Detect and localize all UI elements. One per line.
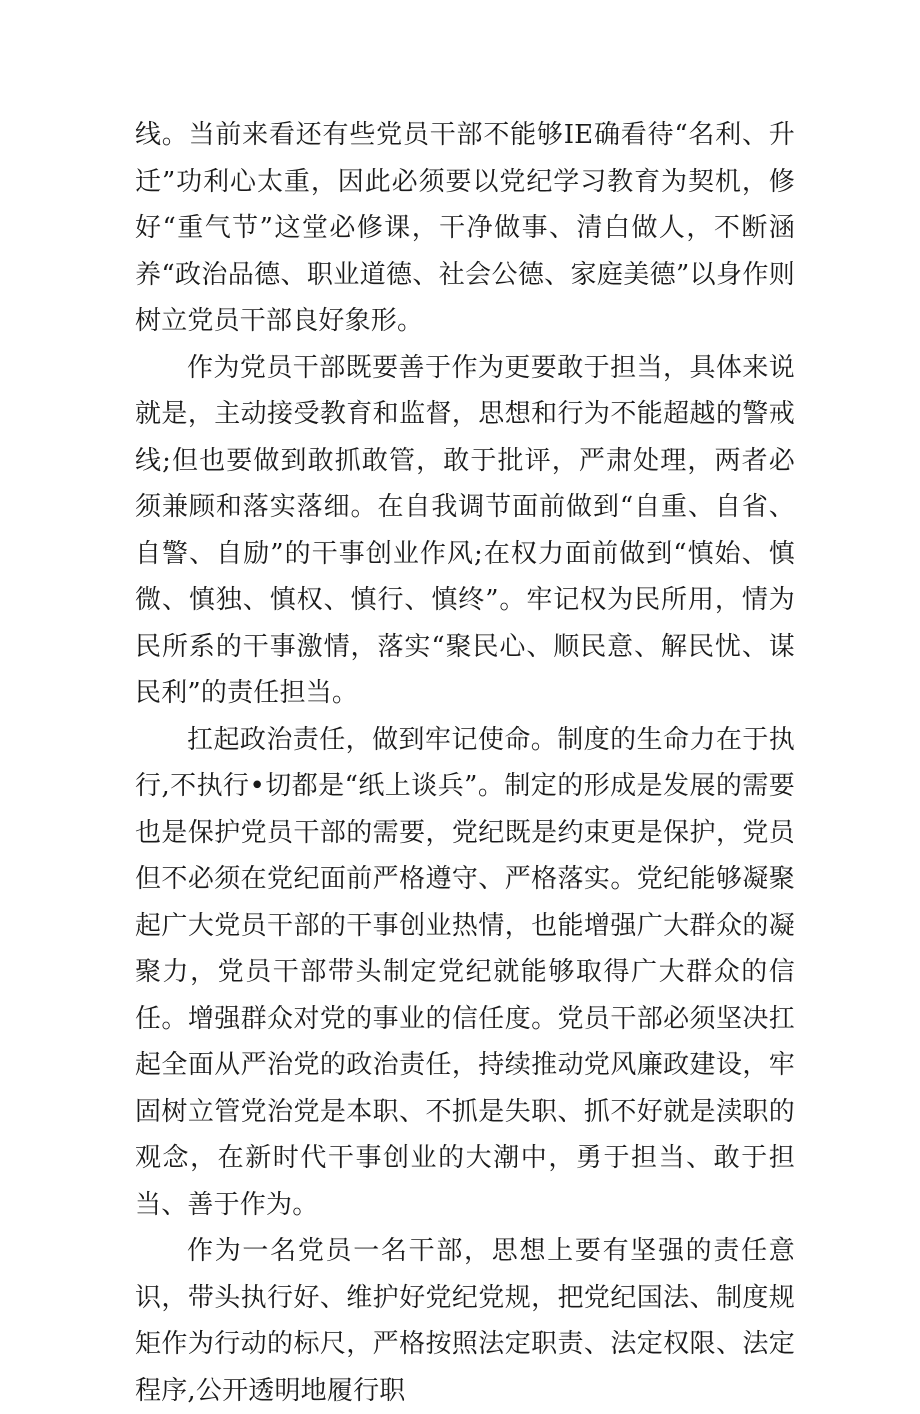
paragraph-4: 作为一名党员一名干部，思想上要有坚强的责任意识，带头执行好、维护好党纪党规，把党纪国法、制度规矩作为行动的标尺，严格按照法定职责、法定权限、法定程序,公开透明地履行职 <box>135 1236 795 1406</box>
document-body <box>135 112 795 1414</box>
paragraph-2: 作为党员干部既要善于作为更要敢于担当，具体来说就是，主动接受教育和监督，思想和行为不能超越的警戒线;但也要做到敢抓敢管，敢于批评，严肃处理，两者必须兼顾和落实落细。在自我调节面前做到“自重、自省、自警、自励”的干事创业作风;在权力面前做到“慎始、慎微、慎独、慎权、慎行、慎终”。牢记权为民所用，情为民所系的干事激情，落实“聚民心、顺民意、解民忧、谋民利”的责任担当。 <box>135 352 795 708</box>
paragraph-3: 扛起政治责任，做到牢记使命。制度的生命力在于执行,不执行•切都是“纸上谈兵”。制定的形成是发展的需要也是保护党员干部的需要，党纪既是约束更是保护，党员但不必须在党纪面前严格遵守、严格落实。党纪能够凝聚起广大党员干部的干事创业热情，也能增强广大群众的凝聚力，党员干部带头制定党纪就能够取得广大群众的信任。增强群众对党的事业的信任度。党员干部必须坚决扛起全面从严治党的政治责任，持续推动党风廉政建设，牢固树立管党治党是本职、不抓是失职、抓不好就是渎职的观念，在新时代干事创业的大潮中，勇于担当、敢于担当、善于作为。 <box>135 724 795 1220</box>
paragraph-1: 线。当前来看还有些党员干部不能够IE确看待“名利、升迁”功利心太重，因此必须要以党纪学习教育为契机，修好“重气节”这堂必修课，干净做事、清白做人，不断涵养“政治品德、职业道德、社会公德、家庭美德”以身作则树立党员干部良好象形。 <box>135 120 795 336</box>
